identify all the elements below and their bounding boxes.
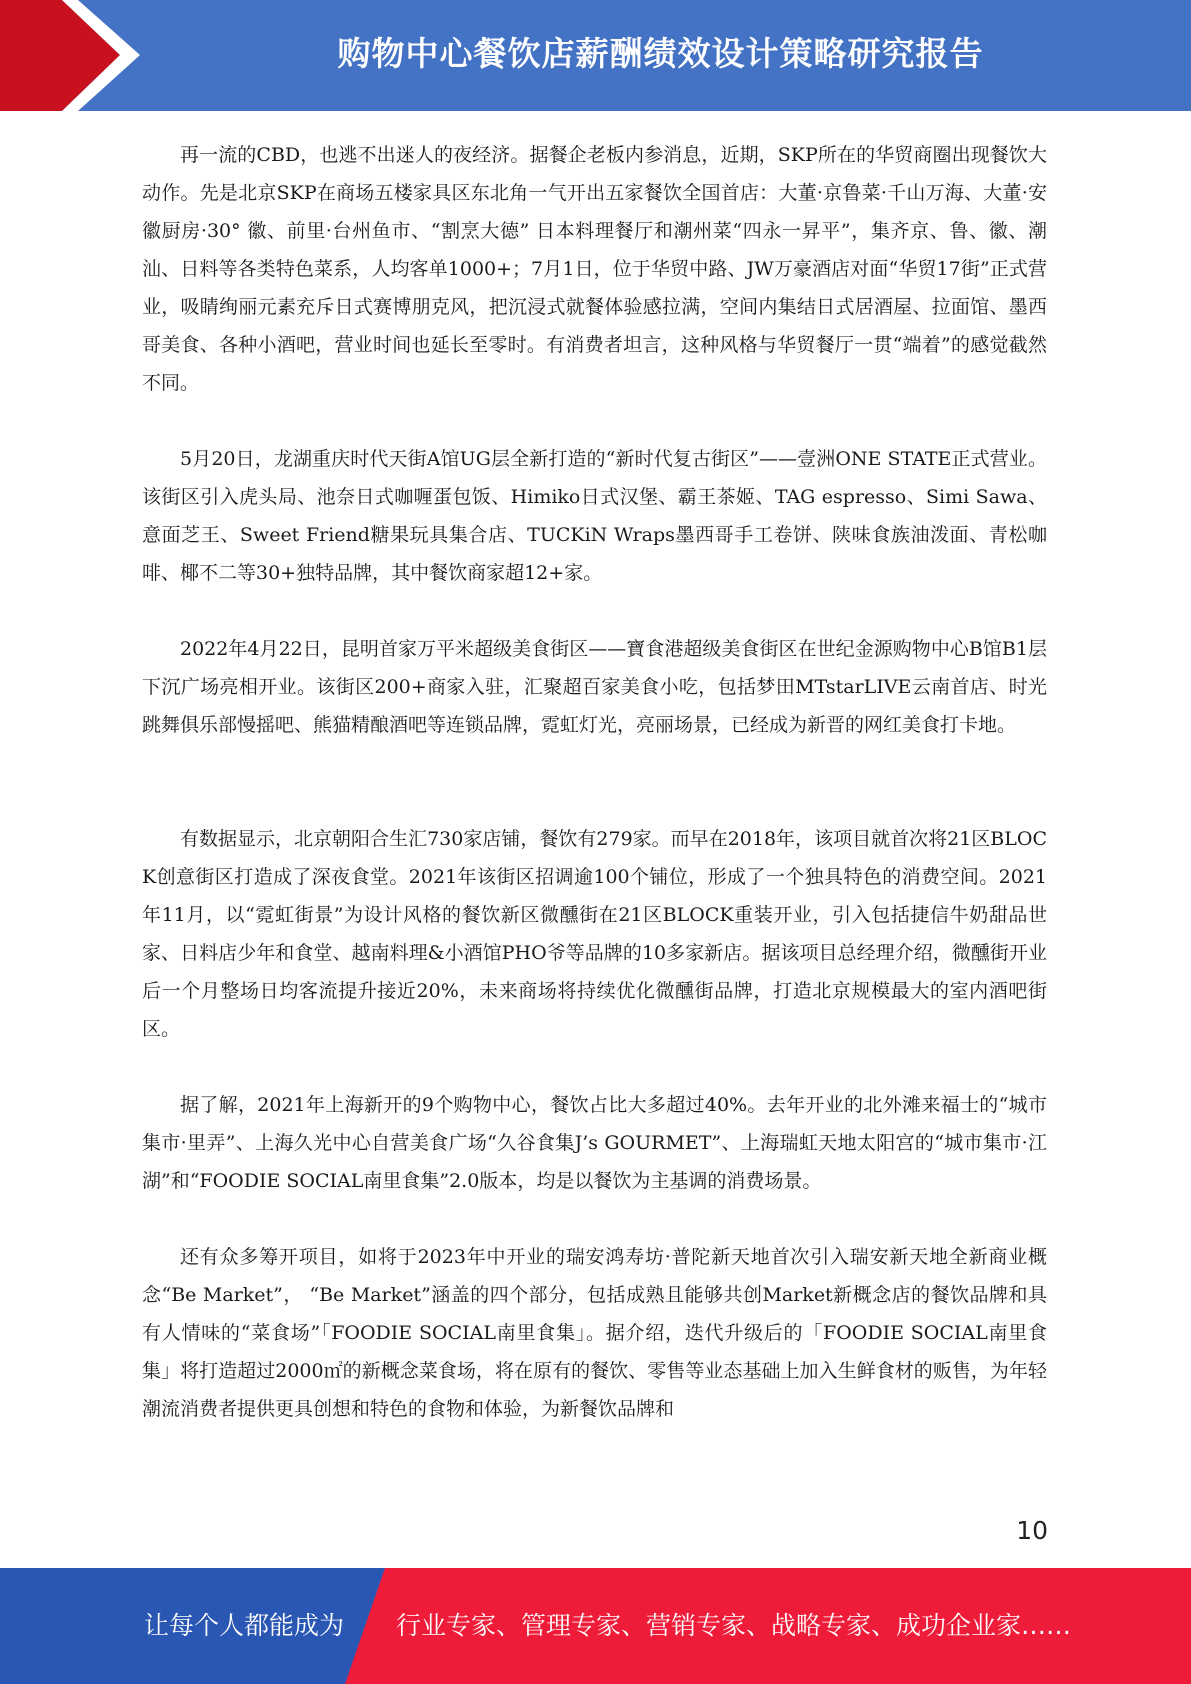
page-header — [0, 0, 1191, 111]
paragraph-shanghai: 据了解，2021年上海新开的9个购物中心，餐饮占比大多超过40%。去年开业的北外滩来福士的“城市集市·里弄”、上海久光中心自营美食广场“久谷食集J’s GOURMET”、上海瑞虹天地太阳宫的“城市集市·江湖”和“FOODIE SOCIAL南里食集”2.0版本，均是以餐饮为主基调的消费场景。 — [142, 1094, 1047, 1192]
page-footer — [0, 1568, 1191, 1684]
paragraph-longhu: 5月20日，龙湖重庆时代天街A馆UG层全新打造的“新时代复古街区”——壹洲ONE STATE正式营业。该街区引入虎头局、池奈日式咖喱蛋包饭、Himiko日式汉堡、霸王茶姬、TAG espresso、Simi Sawa、意面芝王、Sweet Friend糖果玩具集合店、TUCKiN Wraps墨西哥手工卷饼、陕味食族油泼面、青松咖啡、椰不二等30+独特品牌，其中餐饮商家超12+家。 — [142, 448, 1047, 584]
footer-slogan-right: 行业专家、管理专家、营销专家、战略专家、成功企业家…… — [396, 1611, 1072, 1640]
paragraph-hesheng: 有数据显示，北京朝阳合生汇730家店铺，餐饮有279家。而早在2018年，该项目就首次将21区BLOCK创意街区打造成了深夜食堂。2021年该街区招调逾100个铺位，形成了一个独具特色的消费空间。2021年11月，以“霓虹街景”为设计风格的餐饮新区微醺街在21区BLOCK重装开业，引入包括捷信牛奶甜品世家、日料店少年和食堂、越南料理&小酒馆PHO爷等品牌的10多家新店。据该项目总经理介绍，微醺街开业后一个月整场日均客流提升接近20%，未来商场将持续优化微醺街品牌，打造北京规模最大的室内酒吧街区。 — [142, 828, 1047, 1040]
paragraph-skp: 再一流的CBD，也逃不出迷人的夜经济。据餐企老板内参消息，近期，SKP所在的华贸商圈出现餐饮大动作。先是北京SKP在商场五楼家具区东北角一气开出五家餐饮全国首店：大董·京鲁菜·千山万海、大董·安徽厨房·30° 徽、前里·台州鱼市、“割烹大德” 日本料理餐厅和潮州菜“四永一昇平”，集齐京、鲁、徽、潮汕、日料等各类特色菜系，人均客单1000+；7月1日，位于华贸中路、JW万豪酒店对面“华贸17街”正式营业，吸睛绚丽元素充斥日式赛博朋克风，把沉浸式就餐体验感拉满，空间内集结日式居酒屋、拉面馆、墨西哥美食、各种小酒吧，营业时间也延长至零时。有消费者坦言，这种风格与华贸餐厅一贯“端着”的感觉截然不同。 — [142, 144, 1047, 394]
report-body — [142, 136, 1047, 1428]
paragraph-kunming: 2022年4月22日，昆明首家万平米超级美食街区——寶食港超级美食街区在世纪金源购物中心B馆B1层下沉广场亮相开业。该街区200+商家入驻，汇聚超百家美食小吃，包括梦田MTstarLIVE云南首店、时光跳舞俱乐部慢摇吧、熊猫精酿酒吧等连锁品牌，霓虹灯光，亮丽场景，已经成为新晋的网红美食打卡地。 — [142, 638, 1047, 736]
report-title: 购物中心餐饮店薪酬绩效设计策略研究报告 — [337, 34, 984, 73]
page-number: 10 — [1016, 1516, 1048, 1545]
footer-slogan-left: 让每个人都能成为 — [144, 1611, 345, 1640]
paragraph-upcoming: 还有众多筹开项目，如将于2023年中开业的瑞安鸿寿坊·普陀新天地首次引入瑞安新天地全新商业概念“Be Market”， “Be Market”涵盖的四个部分，包括成熟且能够共创Market新概念店的餐饮品牌和具有人情味的“菜食场”「FOODIE SOCIAL南里食集」。据介绍，迭代升级后的「FOODIE SOCIAL南里食集」将打造超过2000㎡的新概念菜食场，将在原有的餐饮、零售等业态基础上加入生鲜食材的贩售，为年轻潮流消费者提供更具创想和特色的食物和体验，为新餐饮品牌和 — [142, 1246, 1047, 1420]
